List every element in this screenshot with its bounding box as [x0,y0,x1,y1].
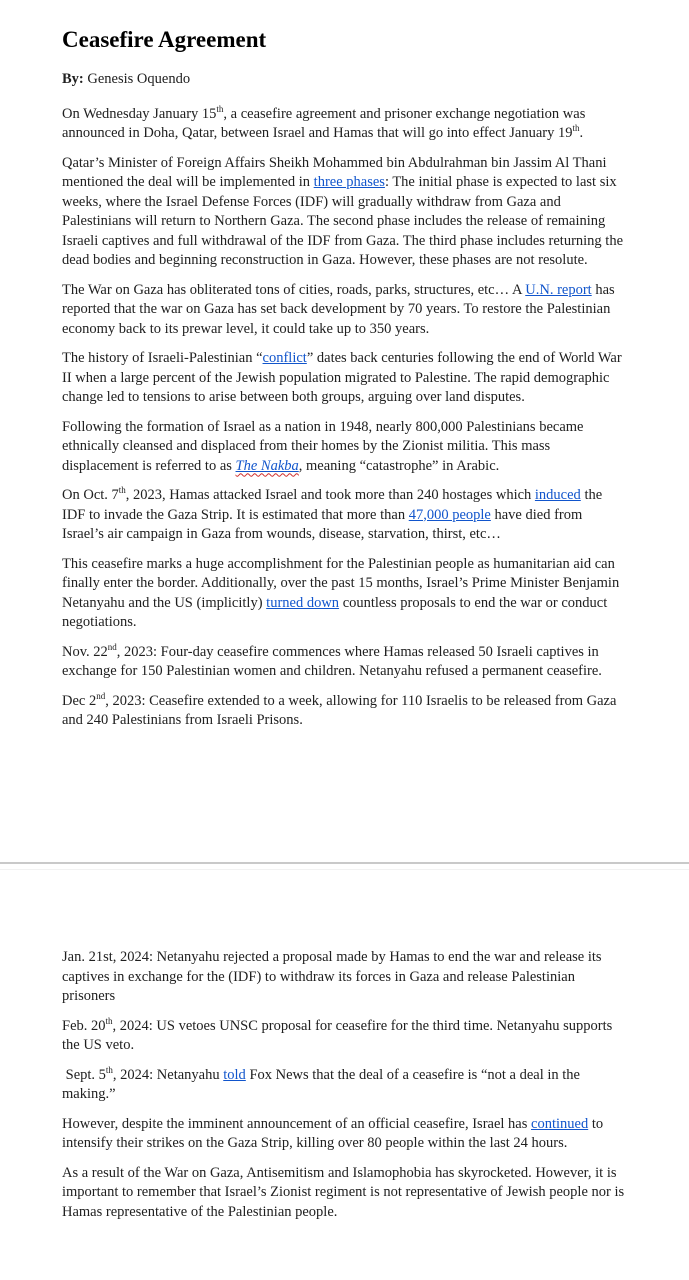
paragraph [62,1115,627,1154]
text-run: to intensify their strikes on the Gaza Strip, killing over 80 people within the last 24 hours. [62,1115,604,1151]
text-run: , 2024: US vetoes UNSC proposal for ceasefire for the third time. Netanyahu supports the US veto. [62,1017,613,1053]
text-run: On Wednesday January 15 [62,105,217,122]
byline-author: Genesis Oquendo [83,71,191,87]
text-run: However, despite the imminent announcement of an official ceasefire, Israel has [62,1115,532,1132]
paragraph [62,154,627,271]
text-run: the IDF to invade the Gaza Strip. It is estimated that more than [62,487,603,523]
text-run: Sept. 5 [62,1066,106,1083]
hyperlink[interactable]: three phases [313,174,385,190]
text-run: , a ceasefire agreement and prisoner exchange negotiation was announced in Doha, Qatar, between Israel and Hamas that will go into effect January 19 [62,105,586,141]
page-break-line [0,862,689,864]
page-break-divider [0,862,689,870]
ordinal-superscript: nd [107,641,117,652]
text-run: , 2023: Ceasefire extended to a week, allowing for 110 Israelis to be released from Gaza and 240 Palestinians from Israeli Prisons. [62,692,617,728]
byline-label: By: [62,71,84,87]
text-run: : The initial phase is expected to last six weeks, where the Israel Defense Forces (IDF) will gradually withdraw from Gaza and Palestinians will return to Northern Gaza. The second phase includes the release of remaining Israeli captives and full withdrawal of the IDF from Gaza. The third phase includes returning the dead bodies and beginning reconstruction in Gaza. However, these phases are not resolute. [62,174,624,268]
document-title: Ceasefire Agreement [62,27,267,52]
ordinal-superscript: th [105,1064,113,1075]
text-run: As a result of the War on Gaza, Antisemitism and Islamophobia has skyrocketed. However, it is important to remember that Israel’s Zionist regiment is not representative of Jewish people nor is Hamas representative of the Palestinian people. [62,1164,625,1220]
paragraph [62,948,627,1007]
paragraph [62,105,627,144]
hyperlink[interactable]: turned down [266,594,340,611]
hyperlink[interactable]: conflict [262,350,307,366]
text-run: , 2023: Four-day ceasefire commences where Hamas released 50 Israeli captives in exchange for 150 Palestinian women and children. Netanyahu refused a permanent ceasefire. [62,643,602,679]
paragraph [62,692,627,731]
text-run: Fox News that the deal of a ceasefire is “not a deal in the making.” [62,1066,580,1102]
text-run: , 2023, Hamas attacked Israel and took more than 240 hostages which [125,487,535,503]
text-run: Dec 2 [62,692,97,709]
hyperlink[interactable] [236,458,299,474]
text-run: has reported that the war on Gaza has set back development by 70 years. To restore the Palestinian economy back to its prewar level, it could take up to 350 years. [62,281,615,337]
hyperlink[interactable]: induced [534,487,581,503]
misspelled-word: The Nakba [235,457,299,474]
ordinal-superscript: th [118,485,126,496]
text-run: Following the formation of Israel as a nation in 1948, nearly 800,000 Palestinians became ethnically cleansed and displaced from their homes by the Zionist militia. This mass displacement is referred to as [62,418,584,474]
paragraph [62,1066,627,1105]
text-run: ” dates back centuries following the end of World War II when a large percent of the Jewish population migrated to Palestine. The rapid demographic change led to tensions to arise between both groups, arguing over land disputes. [62,350,622,405]
hyperlink[interactable]: told [223,1066,246,1083]
ordinal-superscript: th [572,123,580,134]
ordinal-superscript: th [216,103,224,114]
paragraph [62,349,627,408]
text-run: The history of Israeli-Palestinian “ [62,350,263,366]
paragraph [62,1017,627,1056]
paragraph [62,555,627,633]
document-page-2 [0,870,689,1278]
text-run: This ceasefire marks a huge accomplishment for the Palestinian people as humanitarian aid can finally enter the border. Additionally, over the past 15 months, Israel’s Prime Minister Benjamin Netanyahu and the US (implicitly) [62,555,620,611]
text-run: have died from Israel’s air campaign in Gaza from wounds, disease, starvation, thirst, etc… [62,506,583,542]
text-run: The War on Gaza has obliterated tons of cities, roads, parks, structures, etc… A [62,281,526,298]
hyperlink[interactable]: 47,000 people [408,506,491,523]
text-run: Feb. 20 [62,1017,106,1034]
hyperlink[interactable]: U.N. report [525,281,592,298]
text-run: countless proposals to end the war or conduct negotiations. [62,594,608,630]
text-run: Qatar’s Minister of Foreign Affairs Sheikh Mohammed bin Abdulrahman bin Jassim Al Thani mentioned the deal will be implemented in [62,154,607,190]
paragraph [62,281,627,340]
hyperlink[interactable]: continued [531,1115,589,1132]
paragraph [62,486,627,545]
text-run: On Oct. 7 [62,487,119,503]
byline [62,70,627,90]
ordinal-superscript: nd [96,690,106,701]
paragraph [62,643,627,682]
paragraph [62,418,627,477]
text-run: , 2024: Netanyahu [112,1066,224,1083]
text-run: . [579,125,584,141]
text-run: Jan. 21st, 2024: Netanyahu rejected a proposal made by Hamas to end the war and release its captives in exchange for the (IDF) to withdraw its forces in Gaza and release Palestinian prisoners [62,949,602,1004]
ordinal-superscript: th [105,1015,113,1026]
text-run: , meaning “catastrophe” in Arabic. [298,457,500,474]
text-run: Nov. 22 [62,643,108,660]
paragraph [62,1164,627,1223]
